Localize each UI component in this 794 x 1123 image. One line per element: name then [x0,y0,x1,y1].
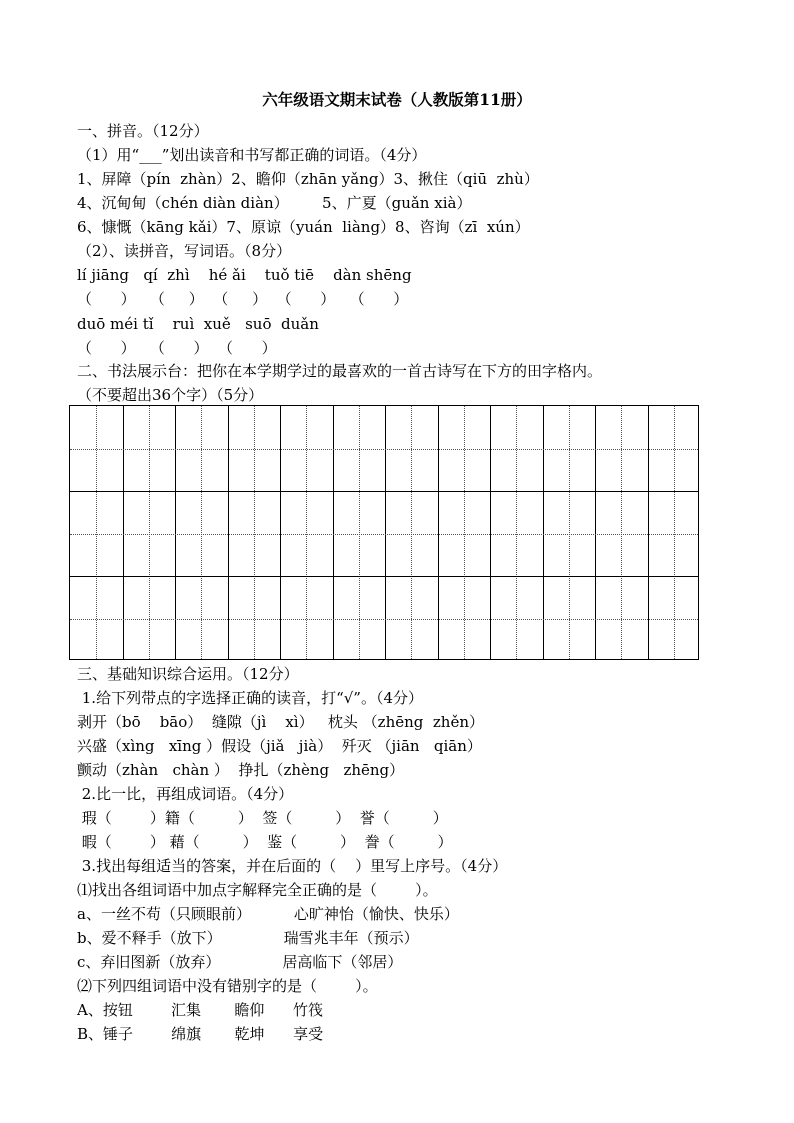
grid-column-guide [254,406,255,659]
grid-column-line [438,406,439,659]
s3-q2-row[interactable]: 暇（ ） 藉（ ） 鉴（ ） 誊（ ） [77,833,453,851]
section-2-note: （不要超出36个字）（5分） [77,386,264,404]
s3-q1-row: 颤动（zhàn chàn ） 挣扎（zhèng zhēng） [77,761,405,779]
grid-column-line [123,406,124,659]
tianzige-writing-grid[interactable] [69,405,699,660]
s3-q3-option: A、按钮 汇集 瞻仰 竹筏 [77,1001,323,1019]
grid-column-guide [149,406,150,659]
grid-row-line [70,576,698,577]
grid-row-guide [70,449,698,450]
grid-column-line [543,406,544,659]
s3-q1-label: 1.给下列带点的字选择正确的读音，打“√”。（4分） [77,689,424,707]
grid-row-line [70,491,698,492]
s1-q1-row: 6、慷慨（kāng kǎi）7、原谅（yuán liàng）8、咨询（zī xún） [77,218,530,236]
section-2-heading: 二、书法展示台：把你在本学期学过的最喜欢的一首古诗写在下方的田字格内。 [77,362,603,380]
grid-column-line [175,406,176,659]
s3-q3-option: a、一丝不苟（只顾眼前） 心旷神怡（愉快、快乐） [77,905,459,923]
s3-q3-sub2[interactable]: ⑵下列四组词语中没有错别字的是（ ）。 [77,977,378,995]
s1-q2-blank-row[interactable]: （ ） （ ） （ ） （ ） （ ） [77,290,409,308]
s1-q2-pinyin-row: lí jiāng qí zhì hé ǎi tuǒ tiē dàn shēng [77,266,412,284]
s3-q1-row: 兴盛（xìng xīng ）假设（jiǎ jià） 歼灭 （jiān qiān） [77,737,482,755]
s3-q3-sub1[interactable]: ⑴找出各组词语中加点字解释完全正确的是（ ）。 [77,881,438,899]
section-3-heading: 三、基础知识综合运用。（12分） [77,665,299,683]
grid-column-guide [96,406,97,659]
s3-q1-row: 剥开（bō bāo） 缝隙（jì xì） 枕头 （zhēng zhěn） [77,713,485,731]
section-1-heading: 一、拼音。（12分） [77,122,209,140]
s1-q1-row: 4、沉甸甸（chén diàn diàn） 5、广夏（guǎn xià） [77,194,472,212]
s3-q2-row[interactable]: 瑕（ ）籍（ ） 签（ ） 誉（ ） [77,809,448,827]
s1-q2-blank-row[interactable]: （ ） （ ） （ ） [77,339,277,357]
s1-q1-label: （1）用“___”划出读音和书写都正确的词语。（4分） [77,146,427,164]
s3-q3-label: 3.找出每组适当的答案，并在后面的（ ）里写上序号。（4分） [77,857,508,875]
s3-q2-label: 2.比一比，再组成词语。（4分） [77,785,294,803]
grid-column-line [490,406,491,659]
grid-column-line [595,406,596,659]
grid-column-guide [411,406,412,659]
grid-row-guide [70,619,698,620]
s1-q2-pinyin-row: duō méi tǐ ruì xuě suō duǎn [77,315,319,333]
grid-column-line [648,406,649,659]
s1-q1-row: 1、屏障（pín zhàn）2、瞻仰（zhān yǎng）3、揪住（qiū zhù） [77,170,539,188]
grid-column-guide [516,406,517,659]
grid-column-line [385,406,386,659]
grid-column-guide [569,406,570,659]
grid-column-line [333,406,334,659]
s3-q3-option: b、爱不释手（放下） 瑞雪兆丰年（预示） [77,929,419,947]
grid-column-guide [201,406,202,659]
grid-column-guide [464,406,465,659]
grid-column-guide [359,406,360,659]
s3-q3-option: B、锤子 绵旗 乾坤 享受 [77,1025,324,1043]
grid-column-line [280,406,281,659]
grid-column-line [228,406,229,659]
s1-q2-label: （2）、读拼音，写词语。（8分） [77,242,292,260]
s3-q3-option: c、弃旧图新（放弃） 居高临下（邻居） [77,953,403,971]
grid-row-guide [70,534,698,535]
grid-column-guide [621,406,622,659]
grid-column-guide [306,406,307,659]
grid-column-guide [674,406,675,659]
page-title: 六年级语文期末试卷（人教版第11册） [262,90,532,109]
